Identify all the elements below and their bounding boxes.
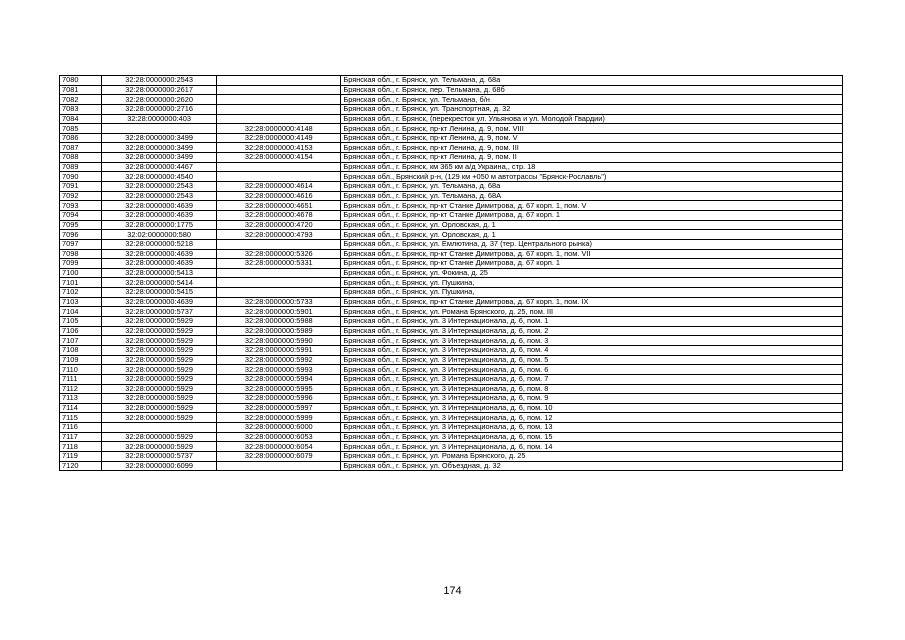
cadastral-number-cell: 32:28:0000000:2543: [102, 76, 217, 86]
address-cell: Брянская обл., г. Брянск, ул. 3 Интернационала, д. 6, пом. 5: [341, 355, 843, 365]
address-cell: Брянская обл., г. Брянск, ул. 3 Интернационала, д. 6, пом. 7: [341, 374, 843, 384]
row-number-cell: 7115: [60, 413, 102, 423]
parent-cadastral-number-cell: 32:28:0000000:5999: [217, 413, 341, 423]
table-row: [60, 394, 843, 404]
parent-cadastral-number-cell: [217, 288, 341, 298]
row-number-cell: 7101: [60, 278, 102, 288]
address-cell: Брянская обл., г. Брянск, ул. Романа Брянского, д. 25: [341, 451, 843, 461]
address-cell: Брянская обл., г. Брянск, ул. 3 Интернационала, д. 6, пом. 9: [341, 394, 843, 404]
address-cell: Брянская обл., г. Брянск, ул. Тельмана, д. 68а: [341, 76, 843, 86]
row-number-cell: 7109: [60, 355, 102, 365]
parent-cadastral-number-cell: 32:28:0000000:4149: [217, 133, 341, 143]
cadastral-number-cell: 32:28:0000000:2543: [102, 191, 217, 201]
parent-cadastral-number-cell: [217, 95, 341, 105]
table-row: [60, 220, 843, 230]
parent-cadastral-number-cell: 32:28:0000000:5331: [217, 259, 341, 269]
parent-cadastral-number-cell: [217, 268, 341, 278]
table-row: [60, 239, 843, 249]
table-row: [60, 317, 843, 327]
row-number-cell: 7095: [60, 220, 102, 230]
table-row: [60, 124, 843, 134]
parent-cadastral-number-cell: 32:28:0000000:4614: [217, 182, 341, 192]
parent-cadastral-number-cell: [217, 239, 341, 249]
cadastral-number-cell: 32:28:0000000:3499: [102, 153, 217, 163]
address-cell: Брянская обл., г. Брянск, (перекресток ул. Ульянова и ул. Молодой Гвардии): [341, 114, 843, 124]
cadastral-number-cell: 32:28:0000000:3499: [102, 143, 217, 153]
address-cell: Брянская обл., г. Брянск, ул. 3 Интернационала, д. 6, пом. 10: [341, 403, 843, 413]
address-cell: Брянская обл., г. Брянск, ул. Фокина, д. 25: [341, 268, 843, 278]
table-row: [60, 432, 843, 442]
parent-cadastral-number-cell: 32:28:0000000:6079: [217, 451, 341, 461]
cadastral-number-cell: 32:28:0000000:5929: [102, 442, 217, 452]
address-cell: Брянская обл., Брянский р-н, (129 км +050 м автотрассы "Брянск-Рославль"): [341, 172, 843, 182]
table-row: [60, 172, 843, 182]
address-cell: Брянская обл., г. Брянск, ул. 3 Интернационала, д. 6, пом. 6: [341, 365, 843, 375]
table-row: [60, 288, 843, 298]
cadastral-number-cell: 32:28:0000000:6099: [102, 461, 217, 471]
row-number-cell: 7093: [60, 201, 102, 211]
address-cell: Брянская обл., г. Брянск, ул. 3 Интернационала, д. 6, пом. 14: [341, 442, 843, 452]
table-row: [60, 259, 843, 269]
parent-cadastral-number-cell: [217, 162, 341, 172]
parent-cadastral-number-cell: 32:28:0000000:5996: [217, 394, 341, 404]
cadastral-number-cell: 32:28:0000000:1775: [102, 220, 217, 230]
row-number-cell: 7102: [60, 288, 102, 298]
row-number-cell: 7094: [60, 210, 102, 220]
table-row: [60, 210, 843, 220]
address-cell: Брянская обл., г. Брянск, ул. Тельмана, д. 68А: [341, 191, 843, 201]
address-cell: Брянская обл., г. Брянск, км 365 км а/д Украина,, стр. 18: [341, 162, 843, 172]
parent-cadastral-number-cell: 32:28:0000000:6000: [217, 423, 341, 433]
parent-cadastral-number-cell: 32:28:0000000:5997: [217, 403, 341, 413]
cadastral-number-cell: 32:28:0000000:4639: [102, 201, 217, 211]
table-row: [60, 191, 843, 201]
table-row: [60, 365, 843, 375]
address-cell: Брянская обл., г. Брянск, пер. Тельмана, д. 68б: [341, 85, 843, 95]
row-number-cell: 7086: [60, 133, 102, 143]
table-row: [60, 133, 843, 143]
address-cell: Брянская обл., г. Брянск, ул. 3 Интернационала, д. 6, пом. 1: [341, 317, 843, 327]
address-cell: Брянская обл., г. Брянск, ул. 3 Интернационала, д. 6, пом. 4: [341, 345, 843, 355]
cadastral-number-cell: 32:28:0000000:5929: [102, 317, 217, 327]
cadastral-number-cell: 32:28:0000000:5929: [102, 384, 217, 394]
cadastral-number-cell: 32:28:0000000:4639: [102, 249, 217, 259]
row-number-cell: 7119: [60, 451, 102, 461]
table-row: [60, 297, 843, 307]
cadastral-number-cell: 32:28:0000000:5929: [102, 355, 217, 365]
parent-cadastral-number-cell: 32:28:0000000:4720: [217, 220, 341, 230]
cadastral-number-cell: 32:02:0000000:580: [102, 230, 217, 240]
row-number-cell: 7097: [60, 239, 102, 249]
address-cell: Брянская обл., г. Брянск, ул. Емлютина, д. 37 (тер. Центрального рынка): [341, 239, 843, 249]
parent-cadastral-number-cell: 32:28:0000000:5995: [217, 384, 341, 394]
cadastral-number-cell: 32:28:0000000:5929: [102, 365, 217, 375]
address-cell: Брянская обл., г. Брянск, пр-кт Ленина, д. 9, пом. VIII: [341, 124, 843, 134]
address-cell: Брянская обл., г. Брянск, ул. Транспортная, д. 32: [341, 104, 843, 114]
row-number-cell: 7120: [60, 461, 102, 471]
row-number-cell: 7112: [60, 384, 102, 394]
table-row: [60, 384, 843, 394]
address-cell: Брянская обл., г. Брянск, пр-кт Ленина, д. 9, пом. V: [341, 133, 843, 143]
address-cell: Брянская обл., г. Брянск, пр-кт Ленина, д. 9, пом. III: [341, 143, 843, 153]
parent-cadastral-number-cell: 32:28:0000000:4793: [217, 230, 341, 240]
row-number-cell: 7111: [60, 374, 102, 384]
cadastral-number-cell: [102, 124, 217, 134]
cadastral-number-cell: 32:28:0000000:4467: [102, 162, 217, 172]
cadastral-number-cell: 32:28:0000000:5929: [102, 394, 217, 404]
address-cell: Брянская обл., г. Брянск, ул. 3 Интернационала, д. 6, пом. 2: [341, 326, 843, 336]
parent-cadastral-number-cell: 32:28:0000000:4616: [217, 191, 341, 201]
parent-cadastral-number-cell: [217, 278, 341, 288]
table-row: [60, 336, 843, 346]
parent-cadastral-number-cell: 32:28:0000000:5733: [217, 297, 341, 307]
cadastral-number-cell: 32:28:0000000:4639: [102, 297, 217, 307]
parent-cadastral-number-cell: [217, 172, 341, 182]
parent-cadastral-number-cell: 32:28:0000000:5991: [217, 345, 341, 355]
cadastral-number-cell: 32:28:0000000:5929: [102, 403, 217, 413]
address-cell: Брянская обл., г. Брянск, пр-кт Станке Димитрова, д. 67 корп. 1, пом. VII: [341, 249, 843, 259]
row-number-cell: 7116: [60, 423, 102, 433]
cadastral-number-cell: 32:28:0000000:5929: [102, 432, 217, 442]
cadastral-number-cell: 32:28:0000000:5737: [102, 307, 217, 317]
table-row: [60, 451, 843, 461]
address-cell: Брянская обл., г. Брянск, ул. Объездная, д. 32: [341, 461, 843, 471]
parent-cadastral-number-cell: 32:28:0000000:5993: [217, 365, 341, 375]
table-row: [60, 278, 843, 288]
address-cell: Брянская обл., г. Брянск, ул. Романа Брянского, д. 25, пом. III: [341, 307, 843, 317]
cadastral-number-cell: 32:28:0000000:5929: [102, 345, 217, 355]
parent-cadastral-number-cell: 32:28:0000000:4148: [217, 124, 341, 134]
row-number-cell: 7088: [60, 153, 102, 163]
address-cell: Брянская обл., г. Брянск, ул. Тельмана, б/н: [341, 95, 843, 105]
cadastral-number-cell: 32:28:0000000:5218: [102, 239, 217, 249]
table-row: [60, 162, 843, 172]
cadastral-number-cell: 32:28:0000000:403: [102, 114, 217, 124]
cadastral-number-cell: 32:28:0000000:5929: [102, 374, 217, 384]
address-cell: Брянская обл., г. Брянск, ул. 3 Интернационала, д. 6, пом. 13: [341, 423, 843, 433]
cadastral-number-cell: 32:28:0000000:5414: [102, 278, 217, 288]
parent-cadastral-number-cell: [217, 85, 341, 95]
table-row: [60, 413, 843, 423]
table-row: [60, 143, 843, 153]
address-cell: Брянская обл., г. Брянск, ул. 3 Интернационала, д. 6, пом. 8: [341, 384, 843, 394]
cadastral-number-cell: 32:28:0000000:2716: [102, 104, 217, 114]
table-row: [60, 355, 843, 365]
address-cell: Брянская обл., г. Брянск, пр-кт Станке Димитрова, д. 67 корп. 1: [341, 210, 843, 220]
row-number-cell: 7117: [60, 432, 102, 442]
address-cell: Брянская обл., г. Брянск, пр-кт Станке Димитрова, д. 67 корп. 1, пом. V: [341, 201, 843, 211]
address-cell: Брянская обл., г. Брянск, пр-кт Ленина, д. 9, пом. II: [341, 153, 843, 163]
cadastral-number-cell: 32:28:0000000:5413: [102, 268, 217, 278]
row-number-cell: 7105: [60, 317, 102, 327]
address-cell: Брянская обл., г. Брянск, ул. 3 Интернационала, д. 6, пом. 3: [341, 336, 843, 346]
row-number-cell: 7118: [60, 442, 102, 452]
cadastral-number-cell: 32:28:0000000:4639: [102, 259, 217, 269]
registry-table: [59, 75, 843, 471]
row-number-cell: 7082: [60, 95, 102, 105]
cadastral-number-cell: 32:28:0000000:2543: [102, 182, 217, 192]
parent-cadastral-number-cell: 32:28:0000000:4154: [217, 153, 341, 163]
cadastral-number-cell: 32:28:0000000:5929: [102, 336, 217, 346]
parent-cadastral-number-cell: 32:28:0000000:6054: [217, 442, 341, 452]
row-number-cell: 7085: [60, 124, 102, 134]
table-row: [60, 114, 843, 124]
row-number-cell: 7106: [60, 326, 102, 336]
table-row: [60, 85, 843, 95]
table-row: [60, 268, 843, 278]
cadastral-number-cell: 32:28:0000000:5929: [102, 413, 217, 423]
parent-cadastral-number-cell: 32:28:0000000:6053: [217, 432, 341, 442]
table-row: [60, 374, 843, 384]
row-number-cell: 7114: [60, 403, 102, 413]
parent-cadastral-number-cell: 32:28:0000000:5994: [217, 374, 341, 384]
page-number: 174: [443, 585, 462, 597]
row-number-cell: 7107: [60, 336, 102, 346]
table-row: [60, 249, 843, 259]
table-row: [60, 182, 843, 192]
cadastral-number-cell: 32:28:0000000:4639: [102, 210, 217, 220]
cadastral-number-cell: [102, 423, 217, 433]
row-number-cell: 7080: [60, 76, 102, 86]
cadastral-number-cell: 32:28:0000000:5415: [102, 288, 217, 298]
address-cell: Брянская обл., г. Брянск, ул. Пушкина,: [341, 288, 843, 298]
parent-cadastral-number-cell: [217, 104, 341, 114]
row-number-cell: 7081: [60, 85, 102, 95]
parent-cadastral-number-cell: [217, 76, 341, 86]
row-number-cell: 7092: [60, 191, 102, 201]
row-number-cell: 7089: [60, 162, 102, 172]
row-number-cell: 7108: [60, 345, 102, 355]
parent-cadastral-number-cell: 32:28:0000000:5990: [217, 336, 341, 346]
cadastral-number-cell: 32:28:0000000:4540: [102, 172, 217, 182]
parent-cadastral-number-cell: 32:28:0000000:5988: [217, 317, 341, 327]
address-cell: Брянская обл., г. Брянск, пр-кт Станке Димитрова, д. 67 корп. 1, пом. IX: [341, 297, 843, 307]
row-number-cell: 7083: [60, 104, 102, 114]
table-row: [60, 442, 843, 452]
address-cell: Брянская обл., г. Брянск, ул. Орловская, д. 1: [341, 230, 843, 240]
row-number-cell: 7090: [60, 172, 102, 182]
row-number-cell: 7103: [60, 297, 102, 307]
table-row: [60, 461, 843, 471]
address-cell: Брянская обл., г. Брянск, ул. Пушкина,: [341, 278, 843, 288]
table-row: [60, 95, 843, 105]
row-number-cell: 7104: [60, 307, 102, 317]
address-cell: Брянская обл., г. Брянск, пр-кт Станке Димитрова, д. 67 корп. 1: [341, 259, 843, 269]
row-number-cell: 7100: [60, 268, 102, 278]
row-number-cell: 7110: [60, 365, 102, 375]
parent-cadastral-number-cell: 32:28:0000000:5326: [217, 249, 341, 259]
parent-cadastral-number-cell: 32:28:0000000:5992: [217, 355, 341, 365]
table-row: [60, 104, 843, 114]
table-row: [60, 307, 843, 317]
table-row: [60, 403, 843, 413]
parent-cadastral-number-cell: 32:28:0000000:4678: [217, 210, 341, 220]
table-row: [60, 345, 843, 355]
row-number-cell: 7099: [60, 259, 102, 269]
row-number-cell: 7084: [60, 114, 102, 124]
registry-table-body: [60, 76, 843, 471]
address-cell: Брянская обл., г. Брянск, ул. Орловская, д. 1: [341, 220, 843, 230]
parent-cadastral-number-cell: 32:28:0000000:5989: [217, 326, 341, 336]
table-row: [60, 76, 843, 86]
address-cell: Брянская обл., г. Брянск, ул. Тельмана, д. 68а: [341, 182, 843, 192]
address-cell: Брянская обл., г. Брянск, ул. 3 Интернационала, д. 6, пом. 12: [341, 413, 843, 423]
table-row: [60, 423, 843, 433]
cadastral-number-cell: 32:28:0000000:5929: [102, 326, 217, 336]
cadastral-number-cell: 32:28:0000000:2617: [102, 85, 217, 95]
parent-cadastral-number-cell: 32:28:0000000:5901: [217, 307, 341, 317]
parent-cadastral-number-cell: 32:28:0000000:4651: [217, 201, 341, 211]
cadastral-number-cell: 32:28:0000000:3499: [102, 133, 217, 143]
parent-cadastral-number-cell: [217, 461, 341, 471]
row-number-cell: 7096: [60, 230, 102, 240]
table-row: [60, 326, 843, 336]
cadastral-number-cell: 32:28:0000000:2620: [102, 95, 217, 105]
row-number-cell: 7087: [60, 143, 102, 153]
table-row: [60, 230, 843, 240]
table-row: [60, 201, 843, 211]
parent-cadastral-number-cell: [217, 114, 341, 124]
table-row: [60, 153, 843, 163]
row-number-cell: 7098: [60, 249, 102, 259]
address-cell: Брянская обл., г. Брянск, ул. 3 Интернационала, д. 6, пом. 15: [341, 432, 843, 442]
row-number-cell: 7113: [60, 394, 102, 404]
row-number-cell: 7091: [60, 182, 102, 192]
parent-cadastral-number-cell: 32:28:0000000:4153: [217, 143, 341, 153]
cadastral-number-cell: 32:28:0000000:5737: [102, 451, 217, 461]
